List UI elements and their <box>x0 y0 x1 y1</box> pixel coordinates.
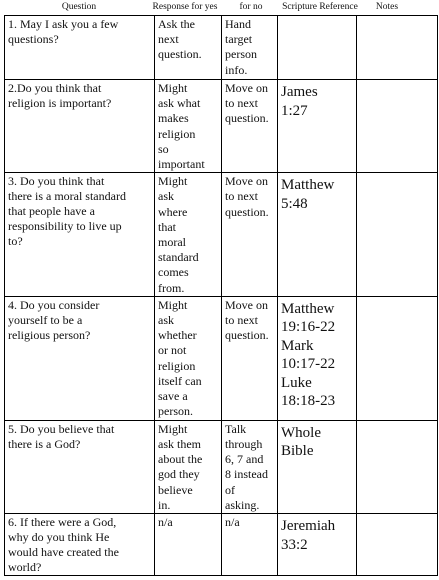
notes-cell <box>357 173 438 297</box>
scripture-cell: Matthew 19:16-22 Mark 10:17-22 Luke 18:18-23 <box>278 296 357 420</box>
yes-response-cell: Might ask what makes religion so important <box>155 80 222 173</box>
table-row <box>5 296 438 420</box>
header-notes: Notes <box>375 2 399 12</box>
no-response-cell: n/a <box>222 514 278 576</box>
table-row <box>5 173 438 297</box>
scripture-cell: James 1:27 <box>278 80 357 173</box>
yes-response-cell: Might ask them about the god they believe in. <box>155 420 222 513</box>
scripture-cell: Whole Bible <box>278 420 357 513</box>
header-response-yes: Response for yes <box>152 2 218 12</box>
no-response-cell: Hand target person info. <box>222 16 278 80</box>
header-scripture-reference: Scripture Reference <box>282 2 358 12</box>
header-response-no: for no <box>239 2 263 12</box>
question-cell: 1. May I ask you a few questions? <box>5 16 155 80</box>
question-cell: 4. Do you consider yourself to be a religious person? <box>5 296 155 420</box>
header-question: Question <box>61 2 97 12</box>
table-row <box>5 16 438 80</box>
scripture-cell: Matthew 5:48 <box>278 173 357 297</box>
no-response-cell: Move on to next question. <box>222 80 278 173</box>
table-row <box>5 420 438 513</box>
notes-cell <box>357 514 438 576</box>
table-row <box>5 80 438 173</box>
scripture-cell <box>278 16 357 80</box>
notes-cell <box>357 296 438 420</box>
question-table <box>4 15 438 576</box>
question-cell: 3. Do you think that there is a moral standard that people have a responsibility to live up to? <box>5 173 155 297</box>
notes-cell <box>357 80 438 173</box>
table-row <box>5 514 438 576</box>
yes-response-cell: Might ask where that moral standard comes from. <box>155 173 222 297</box>
question-cell: 2.Do you think that religion is important? <box>5 80 155 173</box>
no-response-cell: Move on to next question. <box>222 173 278 297</box>
question-cell: 6. If there were a God, why do you think He would have created the world? <box>5 514 155 576</box>
yes-response-cell: Ask the next question. <box>155 16 222 80</box>
yes-response-cell: n/a <box>155 514 222 576</box>
no-response-cell: Move on to next question. <box>222 296 278 420</box>
yes-response-cell: Might ask whether or not religion itself can save a person. <box>155 296 222 420</box>
no-response-cell: Talk through 6, 7 and 8 instead of asking. <box>222 420 278 513</box>
scripture-cell: Jeremiah 33:2 <box>278 514 357 576</box>
notes-cell <box>357 16 438 80</box>
notes-cell <box>357 420 438 513</box>
question-cell: 5. Do you believe that there is a God? <box>5 420 155 513</box>
